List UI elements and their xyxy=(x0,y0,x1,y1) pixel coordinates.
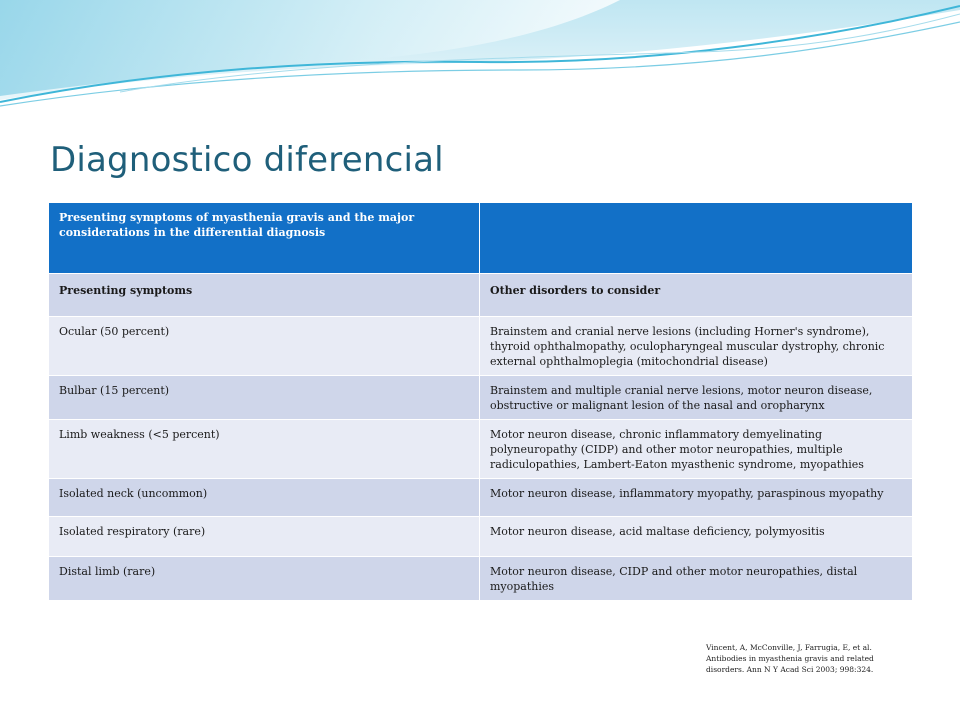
disorders-cell: Motor neuron disease, chronic inflammatory demyelinating polyneuropathy (CIDP) and other motor neuropathies, multiple radiculopathies, Lambert-Eaton myasthenic syndrome, myopathies xyxy=(480,420,913,479)
table-header-row xyxy=(49,274,913,317)
table-row xyxy=(49,557,913,601)
symptom-cell: Bulbar (15 percent) xyxy=(49,376,480,420)
citation-text: Vincent, A, McConville, J, Farrugia, E, et al. Antibodies in myasthenia gravis and related disorders. Ann N Y Acad Sci 2003; 998:324. xyxy=(706,643,874,674)
table-row xyxy=(49,479,913,517)
disorders-cell: Motor neuron disease, acid maltase deficiency, polymyositis xyxy=(480,517,913,557)
disorders-cell: Brainstem and cranial nerve lesions (including Horner's syndrome), thyroid ophthalmopathy, oculopharyngeal muscular dystrophy, chronic external ophthalmoplegia (mitochondrial disease) xyxy=(480,317,913,376)
table-row xyxy=(49,317,913,376)
symptom-cell: Isolated neck (uncommon) xyxy=(49,479,480,517)
table-row xyxy=(49,376,913,420)
table-caption-row xyxy=(49,203,913,274)
differential-diagnosis-table xyxy=(48,202,913,601)
slide-title: Diagnostico diferencial xyxy=(50,140,444,180)
symptom-cell: Isolated respiratory (rare) xyxy=(49,517,480,557)
disorders-cell: Motor neuron disease, inflammatory myopathy, paraspinous myopathy xyxy=(480,479,913,517)
symptom-cell: Limb weakness (<5 percent) xyxy=(49,420,480,479)
decorative-wave-banner xyxy=(0,0,960,110)
table-row xyxy=(49,517,913,557)
symptom-cell: Distal limb (rare) xyxy=(49,557,480,601)
disorders-cell: Brainstem and multiple cranial nerve lesions, motor neuron disease, obstructive or malignant lesion of the nasal and oropharynx xyxy=(480,376,913,420)
column-header-disorders: Other disorders to consider xyxy=(480,274,913,317)
disorders-cell: Motor neuron disease, CIDP and other motor neuropathies, distal myopathies xyxy=(480,557,913,601)
table-row xyxy=(49,420,913,479)
symptom-cell: Ocular (50 percent) xyxy=(49,317,480,376)
column-header-symptoms: Presenting symptoms xyxy=(49,274,480,317)
table-caption: Presenting symptoms of myasthenia gravis and the major considerations in the differential diagnosis xyxy=(49,203,480,274)
table-caption-empty-cell xyxy=(480,203,913,274)
